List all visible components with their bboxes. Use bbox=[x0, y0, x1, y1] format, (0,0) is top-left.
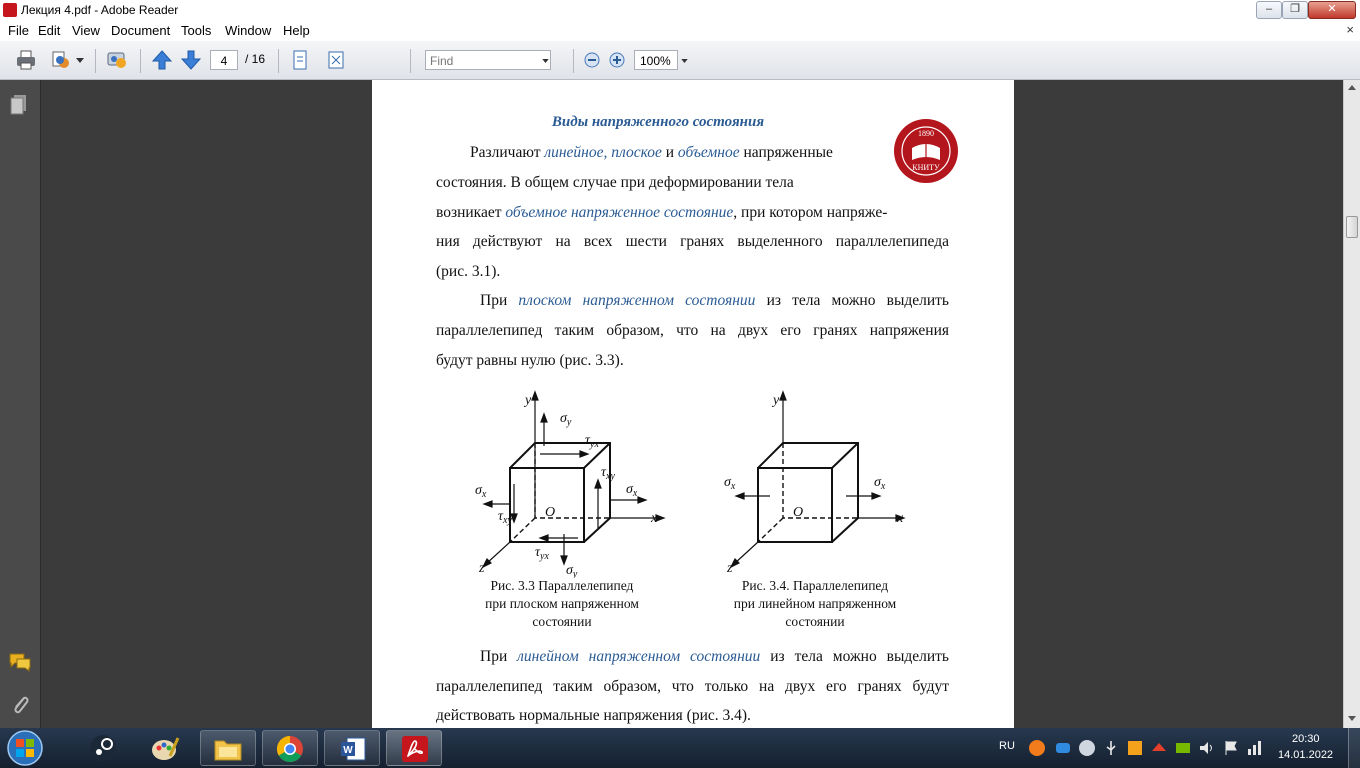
clock-time[interactable]: 20:30 bbox=[1292, 733, 1320, 745]
sigma-x-left-2: $\sigma_x$ bbox=[724, 475, 736, 492]
menu-help[interactable]: Help bbox=[283, 23, 310, 38]
paragraph-1-line-4: ния действуют на всех шести гранях выделенного параллелепипеда bbox=[436, 233, 949, 250]
paragraph-3-line-1: При линейном напряженном состоянии из тела можно выделить bbox=[480, 648, 949, 665]
usb-icon[interactable] bbox=[1102, 739, 1120, 757]
menu-document[interactable]: Document bbox=[111, 23, 171, 38]
tau-yx-top: $\tau_{yx}$ bbox=[585, 433, 599, 450]
toolbar-divider bbox=[95, 49, 96, 73]
zoom-in-icon[interactable] bbox=[609, 52, 625, 68]
page-total: / 16 bbox=[245, 52, 266, 66]
axis-x-label-2: x bbox=[897, 511, 904, 526]
taskbar-steam[interactable] bbox=[76, 730, 132, 766]
sigma-y-bottom: $\sigma_y$ bbox=[566, 563, 578, 578]
pdf-page bbox=[372, 80, 1014, 728]
sigma-x-right: $\sigma_x$ bbox=[626, 482, 638, 499]
knitu-logo bbox=[890, 116, 962, 186]
comments-icon[interactable] bbox=[8, 652, 32, 672]
window-title: Лекция 4.pdf - Adobe Reader bbox=[21, 3, 179, 17]
zoom-out-icon[interactable] bbox=[584, 52, 600, 68]
close-button[interactable]: ✕ bbox=[1308, 1, 1356, 19]
scroll-down-icon[interactable] bbox=[1348, 716, 1356, 721]
maximize-button[interactable]: ❐ bbox=[1282, 1, 1308, 19]
tau-yx-bottom: $\tau_{yx}$ bbox=[535, 545, 549, 562]
axis-x-label: x bbox=[651, 511, 658, 526]
find-options-chevron-icon[interactable] bbox=[542, 59, 549, 63]
menu-file[interactable]: File bbox=[8, 23, 29, 38]
zoom-level-input[interactable]: 100% bbox=[634, 50, 678, 70]
figure-linear-stress bbox=[720, 388, 920, 578]
axis-y-label: y bbox=[525, 393, 532, 408]
taskbar-chrome[interactable] bbox=[262, 730, 318, 766]
axis-z-label-2: z bbox=[727, 561, 733, 576]
full-screen-icon[interactable] bbox=[325, 49, 347, 71]
pages-icon[interactable] bbox=[10, 94, 28, 116]
paragraph-1-line-2: состояния. В общем случае при деформировании тела bbox=[436, 174, 794, 191]
paragraph-1-line-1: Различают линейное, плоское и объемное напряженные bbox=[470, 144, 833, 161]
chevron-down-icon[interactable] bbox=[76, 58, 84, 63]
logo-year: 1890 bbox=[918, 129, 934, 138]
vertical-scrollbar[interactable] bbox=[1343, 80, 1360, 728]
figure-plane-stress bbox=[472, 388, 672, 578]
nvidia-icon[interactable] bbox=[1174, 739, 1192, 757]
taskbar-adobe-reader[interactable] bbox=[386, 730, 442, 766]
volume-icon[interactable] bbox=[1198, 739, 1216, 757]
clock-date[interactable]: 14.01.2022 bbox=[1278, 749, 1334, 761]
word-icon bbox=[339, 736, 367, 762]
paragraph-1-line-5: (рис. 3.1). bbox=[436, 263, 501, 280]
section-heading: Виды напряженного состояния bbox=[551, 114, 765, 130]
steam-tray-icon[interactable] bbox=[1078, 739, 1096, 757]
menu-bar bbox=[0, 20, 1360, 41]
find-input[interactable]: Find bbox=[425, 50, 551, 70]
toolbar bbox=[0, 41, 1360, 80]
attachments-icon[interactable] bbox=[10, 692, 30, 716]
chrome-icon bbox=[276, 735, 304, 763]
show-desktop-button[interactable] bbox=[1348, 728, 1360, 768]
sigma-y-top: $\sigma_y$ bbox=[560, 411, 572, 428]
figure-3-3-caption: Рис. 3.3 Параллелепипед при плоском напряженном состоянии bbox=[485, 578, 639, 629]
scroll-up-icon[interactable] bbox=[1348, 85, 1356, 90]
axis-z-label: z bbox=[479, 561, 485, 576]
sigma-x-left: $\sigma_x$ bbox=[475, 483, 487, 500]
tau-xy-right: $\tau_{xy}$ bbox=[601, 465, 615, 482]
print-icon[interactable] bbox=[15, 49, 37, 71]
arrow-up-icon[interactable] bbox=[151, 49, 173, 71]
toolbar-divider bbox=[410, 49, 411, 73]
axis-y-label-2: y bbox=[773, 393, 780, 408]
collaborate-icon[interactable] bbox=[106, 49, 128, 71]
zoom-chevron-down-icon[interactable] bbox=[681, 59, 688, 63]
title-bar bbox=[0, 0, 1360, 21]
security-icon[interactable] bbox=[1150, 739, 1168, 757]
start-button[interactable] bbox=[4, 729, 46, 767]
taskbar-word[interactable] bbox=[324, 730, 380, 766]
paragraph-3-line-2: параллелепипед таким образом, что только на двух его гранях будут bbox=[436, 678, 949, 695]
navigation-pane bbox=[0, 80, 41, 728]
page-number-input[interactable]: 4 bbox=[210, 50, 238, 70]
tau-xy-left: $\tau_{xy}$ bbox=[498, 509, 512, 526]
sigma-x-right-2: $\sigma_x$ bbox=[874, 475, 886, 492]
paragraph-2-line-1: При плоском напряженном состоянии из тела можно выделить bbox=[480, 292, 949, 309]
fit-page-icon[interactable] bbox=[289, 49, 311, 71]
taskbar bbox=[0, 728, 1360, 768]
origin-label-2: O bbox=[793, 505, 804, 520]
paint-icon bbox=[150, 734, 180, 762]
folder-icon bbox=[213, 736, 243, 762]
paragraph-2-line-2: параллелепипед таким образом, что на двух его гранях напряжения bbox=[436, 322, 949, 339]
update-icon[interactable] bbox=[1126, 739, 1144, 757]
arrow-down-icon[interactable] bbox=[180, 49, 202, 71]
toolbar-divider bbox=[140, 49, 141, 73]
origin-label: O bbox=[545, 505, 556, 520]
adobe-reader-icon bbox=[401, 735, 429, 763]
menu-window[interactable]: Window bbox=[225, 23, 272, 38]
toolbar-divider bbox=[573, 49, 574, 73]
language-indicator[interactable]: RU bbox=[999, 740, 1015, 752]
logo-name: КНИТУ bbox=[912, 163, 940, 172]
menu-view[interactable]: View bbox=[72, 23, 100, 38]
paragraph-3-line-3: действовать нормальные напряжения (рис. 3.4). bbox=[436, 707, 751, 724]
paragraph-2-line-3: будут равны нулю (рис. 3.3). bbox=[436, 352, 624, 369]
scroll-thumb[interactable] bbox=[1346, 216, 1358, 238]
cloud-icon[interactable] bbox=[1054, 739, 1072, 757]
avast-icon[interactable] bbox=[1028, 739, 1046, 757]
svg-text:W: W bbox=[343, 745, 353, 756]
taskbar-paint[interactable] bbox=[138, 730, 194, 766]
adobe-reader-icon bbox=[3, 3, 17, 17]
network-icon[interactable] bbox=[1246, 739, 1264, 757]
share-icon[interactable] bbox=[50, 49, 72, 71]
minimize-button[interactable]: – bbox=[1256, 1, 1282, 19]
paragraph-1-line-3: возникает объемное напряженное состояние, при котором напряже- bbox=[436, 204, 888, 221]
figure-3-4-caption: Рис. 3.4. Параллелепипед при линейном напряженном состоянии bbox=[733, 578, 897, 629]
steam-icon bbox=[89, 734, 117, 762]
document-close-icon[interactable]: × bbox=[1346, 22, 1354, 37]
menu-edit[interactable]: Edit bbox=[38, 23, 61, 38]
menu-tools[interactable]: Tools bbox=[181, 23, 212, 38]
action-center-icon[interactable] bbox=[1222, 739, 1240, 757]
taskbar-explorer[interactable] bbox=[200, 730, 256, 766]
toolbar-divider bbox=[278, 49, 279, 73]
